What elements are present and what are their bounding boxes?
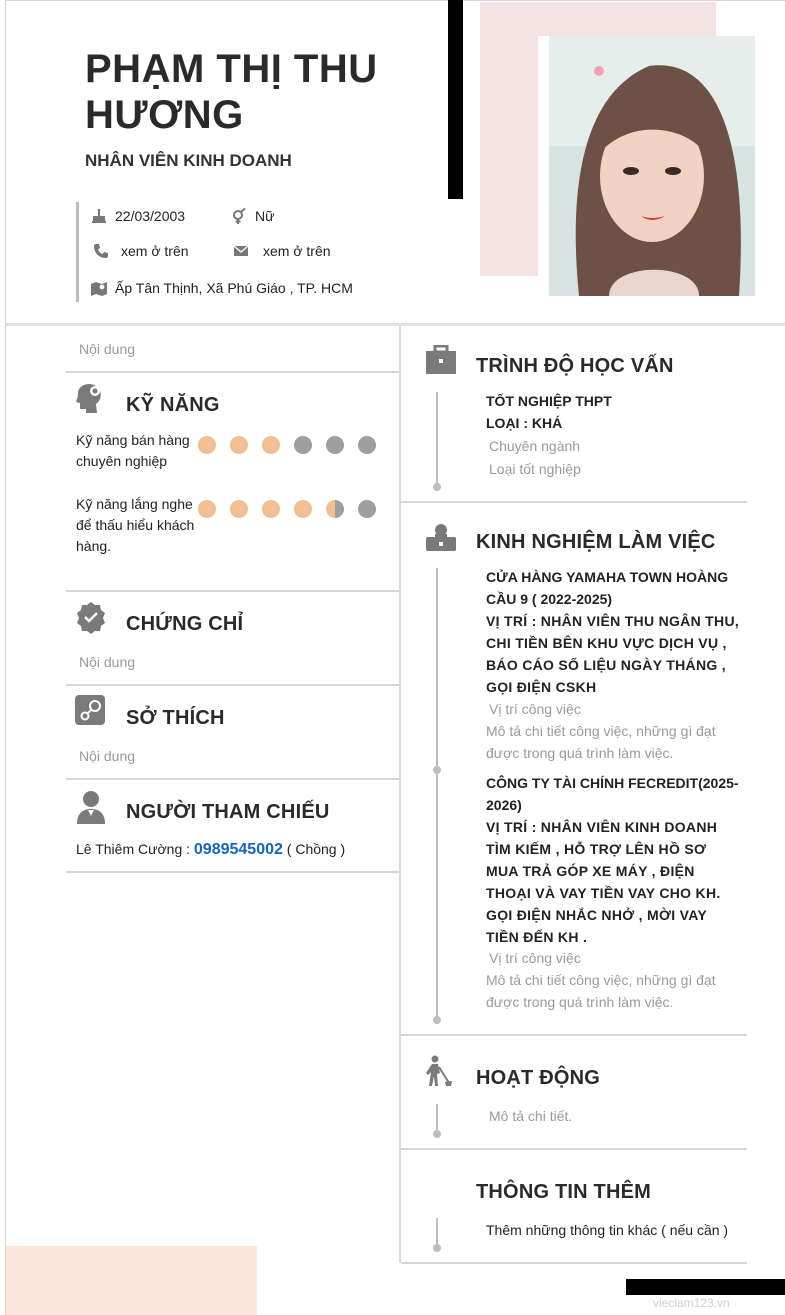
reference-phone: 0989545002 bbox=[193, 841, 283, 858]
footer-peach-block bbox=[6, 1246, 257, 1315]
certificate-icon bbox=[75, 601, 107, 633]
skill-dot bbox=[358, 500, 376, 518]
education-grade: LOẠI : KHÁ bbox=[486, 415, 563, 431]
education-major: Chuyên ngành bbox=[489, 438, 581, 454]
skill-dot bbox=[294, 436, 312, 454]
phone-text: xem ở trên bbox=[121, 243, 189, 259]
job-2-description: Mô tả chi tiết công việc, những gì đạt được trong quá trình làm việc. bbox=[486, 972, 716, 1010]
experience-title: KINH NGHIỆM LÀM VIỆC bbox=[476, 531, 716, 553]
email-text: xem ở trên bbox=[263, 243, 331, 259]
personal-info bbox=[76, 202, 396, 302]
divider bbox=[401, 501, 747, 503]
skill-dot bbox=[262, 436, 280, 454]
gender-text: Nữ bbox=[255, 208, 275, 224]
additional-title: THÔNG TIN THÊM bbox=[476, 1181, 652, 1203]
phone-row bbox=[91, 243, 189, 259]
job-1-company: CỬA HÀNG YAMAHA TOWN HOÀNG CẦU 9 ( 2022-2025) bbox=[486, 569, 729, 607]
skill-2-rating bbox=[198, 500, 390, 518]
activities-title: HOẠT ĐỘNG bbox=[476, 1067, 601, 1089]
skill-dot bbox=[294, 500, 312, 518]
candidate-name: PHẠM THỊ THU HƯƠNG bbox=[85, 47, 378, 137]
hobbies-title: SỞ THÍCH bbox=[126, 707, 225, 729]
column-divider bbox=[399, 326, 401, 1263]
address-row bbox=[89, 280, 353, 296]
skill-1-rating bbox=[198, 436, 390, 454]
job-2-position: Vị trí công việc bbox=[489, 950, 581, 966]
timeline-dot bbox=[433, 766, 441, 774]
timeline-line bbox=[436, 568, 438, 1021]
cake-icon bbox=[89, 208, 109, 224]
education-school: TỐT NGHIỆP THPT bbox=[486, 393, 612, 409]
education-title: TRÌNH ĐỘ HỌC VẤN bbox=[476, 355, 674, 377]
person-icon bbox=[75, 789, 107, 821]
skill-dot bbox=[262, 500, 280, 518]
additional-text: Thêm những thông tin khác ( nếu cần ) bbox=[486, 1222, 729, 1238]
timeline-dot bbox=[433, 1016, 441, 1024]
activities-text: Mô tả chi tiết. bbox=[489, 1108, 573, 1124]
skills-head-icon bbox=[75, 382, 107, 414]
divider bbox=[66, 871, 399, 873]
divider bbox=[401, 1148, 747, 1150]
skill-1-name: Kỹ năng bán hàng chuyên nghiệp bbox=[76, 432, 190, 469]
skill-dot bbox=[198, 500, 216, 518]
skill-dot bbox=[326, 500, 344, 518]
timeline-dot bbox=[433, 483, 441, 491]
birthday-text: 22/03/2003 bbox=[115, 208, 186, 224]
divider bbox=[66, 684, 399, 686]
divider bbox=[401, 1262, 747, 1264]
skill-dot bbox=[326, 436, 344, 454]
references-title: NGƯỜI THAM CHIẾU bbox=[126, 801, 330, 823]
gender-icon bbox=[229, 208, 249, 224]
job-2-company: CÔNG TY TÀI CHÍNH FECREDIT(2025-2026) bbox=[486, 775, 739, 813]
briefcase-icon bbox=[425, 345, 457, 377]
address-text: Ấp Tân Thịnh, Xã Phú Giáo , TP. HCM bbox=[115, 280, 353, 296]
reference-entry bbox=[76, 841, 345, 859]
divider bbox=[66, 371, 399, 373]
divider bbox=[66, 590, 399, 592]
job-1-role: VỊ TRÍ : NHÂN VIÊN THU NGÂN THU, CHI TIỀN BÊN KHU VỰC DỊCH VỤ , BÁO CÁO SỐ LIỆU NGÀY THÁNG , GỌI ĐIỆN CSKH bbox=[486, 613, 740, 695]
mail-icon bbox=[231, 243, 251, 259]
gender-row bbox=[229, 208, 274, 224]
skill-dot bbox=[230, 500, 248, 518]
reference-name: Lê Thiêm Cường : bbox=[76, 841, 194, 857]
activity-icon bbox=[425, 1055, 457, 1087]
skill-2-name: Kỹ năng lắng nghe để thấu hiểu khách hàng. bbox=[76, 496, 195, 554]
skills-title: KỸ NĂNG bbox=[126, 394, 220, 416]
watermark: vieclam123.vn bbox=[653, 1296, 730, 1310]
work-icon bbox=[425, 522, 457, 554]
footer-black-bar bbox=[626, 1279, 785, 1295]
skill-dot bbox=[198, 436, 216, 454]
timeline-dot bbox=[433, 1244, 441, 1252]
skill-dot bbox=[230, 436, 248, 454]
profile-photo bbox=[549, 36, 755, 296]
timeline-line bbox=[436, 392, 438, 487]
job-1-description: Mô tả chi tiết công việc, những gì đạt được trong quá trình làm việc. bbox=[486, 723, 716, 761]
hobbies-text: Nội dung bbox=[79, 748, 136, 764]
map-pin-icon bbox=[89, 280, 109, 296]
divider bbox=[401, 1034, 747, 1036]
objective-text: Nội dung bbox=[79, 341, 136, 357]
timeline-dot bbox=[433, 1130, 441, 1138]
steam-icon bbox=[75, 695, 107, 727]
phone-icon bbox=[91, 243, 111, 259]
skill-dot bbox=[358, 436, 376, 454]
certificates-title: CHỨNG CHỈ bbox=[126, 613, 244, 635]
reference-relation: ( Chồng ) bbox=[282, 841, 346, 857]
header-accent-bar bbox=[448, 0, 463, 199]
job-2-role: VỊ TRÍ : NHÂN VIÊN KINH DOANH TÌM KIẾM , HỖ TRỢ LÊN HỒ SƠ MUA TRẢ GÓP XE MÁY , ĐIỆN THOẠI VÀ VAY TIỀN VAY CHO KH. GỌI ĐIỆN NHẮC NHỞ , MỜI VAY TIỀN ĐẾN KH . bbox=[486, 819, 721, 945]
job-title: NHÂN VIÊN KINH DOANH bbox=[85, 151, 292, 170]
birthday-row bbox=[89, 208, 185, 224]
header-divider bbox=[6, 323, 785, 326]
divider bbox=[66, 778, 399, 780]
email-row bbox=[231, 243, 331, 259]
job-1-position: Vị trí công việc bbox=[489, 701, 581, 717]
education-degree: Loại tốt nghiệp bbox=[489, 461, 581, 477]
certificates-text: Nội dung bbox=[79, 654, 136, 670]
